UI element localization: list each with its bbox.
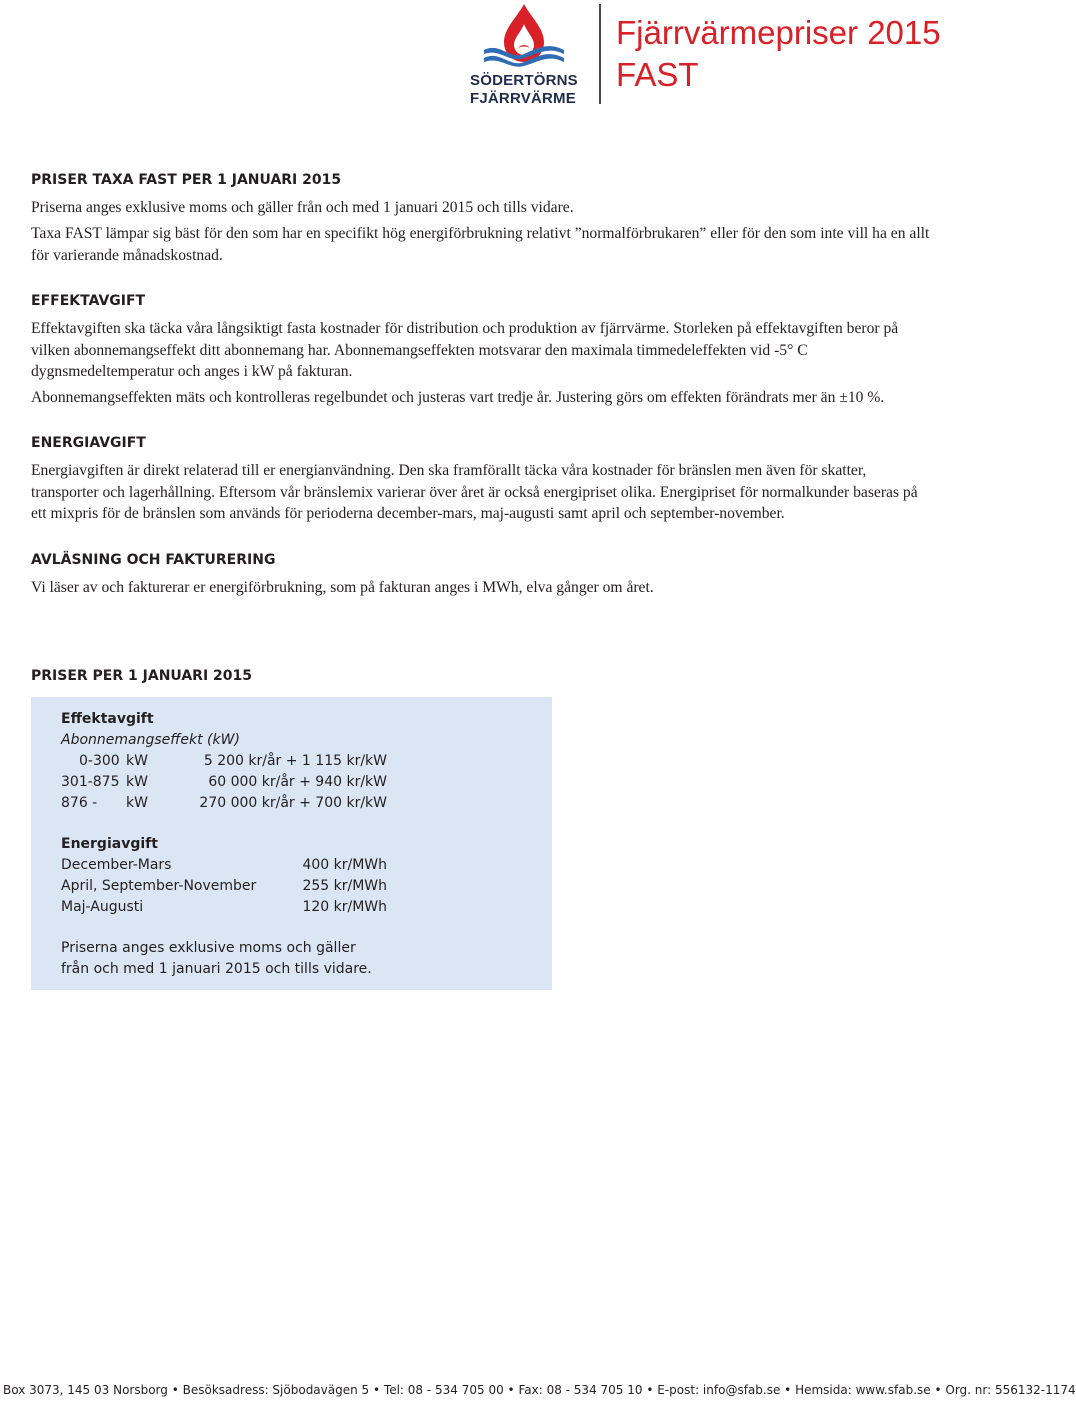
footer-org-number: Org. nr: 556132-1174: [945, 1383, 1076, 1397]
effekt-unit: kW: [126, 795, 148, 811]
effektavgift-paragraph-1: Effektavgiften ska täcka våra långsiktigt fasta kostnader för distribution och produktion av fjärrvärme. Storleken på effektavgiften beror på vilken abonnemangseffekt ditt abonnemang har. Abonnemangseffekten motsvarar den maximala timmedeleffekten vid -5° C dygnsmedeltemperatur och anges i kW på fakturan.: [31, 320, 899, 380]
avlasning-paragraph: Vi läser av och fakturerar er energiförbrukning, som på fakturan anges i MWh, elva gånger om året.: [31, 579, 654, 596]
effekt-range: 301-875: [61, 774, 120, 790]
effektavgift-heading: EFFEKTAVGIFT: [31, 293, 146, 309]
energi-period: Maj-Augusti: [61, 899, 144, 915]
effekt-price: 5 200 kr/år + 1 115 kr/kW: [203, 753, 387, 769]
energi-row: [61, 876, 391, 897]
energiavgift-paragraph: Energiavgiften är direkt relaterad till er energianvändning. Den ska framförallt täcka våra kostnader för bränslen men även för skatter, transporter och lagerhållning. Eftersom vår bränslemix varierar över året är också energipriset olika. Energipriset för normalkunder baseras på ett mixpris för de bränslen som används för perioderna december-mars, maj-augusti samt april och september-november.: [31, 462, 918, 522]
bullet-icon: •: [646, 1383, 658, 1397]
avlasning-heading: AVLÄSNING OCH FAKTURERING: [31, 552, 276, 568]
energi-row: [61, 855, 391, 876]
effekt-price: 270 000 kr/år + 700 kr/kW: [199, 795, 387, 811]
logo-name-line1: SÖDERTÖRNS: [470, 72, 578, 89]
footer-visit-address: Besöksadress: Sjöbodavägen 5: [182, 1383, 370, 1397]
energi-price: 400 kr/MWh: [302, 857, 387, 873]
energi-title: Energiavgift: [61, 836, 158, 852]
effekt-unit: kW: [126, 774, 148, 790]
effekt-subtitle: Abonnemangseffekt (kW): [61, 732, 240, 748]
bullet-icon: •: [507, 1383, 519, 1397]
effekt-row: [61, 793, 391, 814]
intro-paragraph-2: Taxa FAST lämpar sig bäst för den som har en specifikt hög energiförbrukning relativt ”normalförbrukaren” eller för den som inte vill ha en allt för varierande månadskostnad.: [31, 225, 930, 264]
bullet-icon: •: [171, 1383, 183, 1397]
energi-period: December-Mars: [61, 857, 172, 873]
footer-email[interactable]: E-post: info@sfab.se: [657, 1383, 781, 1397]
document-title: [616, 12, 941, 96]
effekt-title: Effektavgift: [61, 711, 154, 727]
logo-name-line2: FJÄRRVÄRME: [470, 90, 576, 107]
price-note-line2: från och med 1 januari 2015 och tills vidare.: [61, 961, 372, 977]
document-title-line2: FAST: [616, 56, 699, 93]
effekt-price: 60 000 kr/år + 940 kr/kW: [208, 774, 387, 790]
footer-website[interactable]: Hemsida: www.sfab.se: [795, 1383, 931, 1397]
footer-phone: Tel: 08 - 534 705 00: [383, 1383, 504, 1397]
company-logo: [470, 2, 602, 110]
price-box: [31, 697, 552, 990]
effekt-range: 0-300: [79, 753, 120, 769]
footer-fax: Fax: 08 - 534 705 10: [518, 1383, 643, 1397]
effektavgift-paragraph-2: Abonnemangseffekten mäts och kontrolleras regelbundet och justeras vart tredje år. Justering görs om effekten förändrats mer än ±10 %.: [31, 389, 885, 406]
intro-heading: PRISER TAXA FAST PER 1 JANUARI 2015: [31, 172, 342, 188]
header-divider: [599, 4, 601, 104]
energiavgift-heading: ENERGIAVGIFT: [31, 435, 146, 451]
energi-period: April, September-November: [61, 878, 257, 894]
effekt-row: [61, 772, 391, 793]
intro-paragraph-1: Priserna anges exklusive moms och gäller från och med 1 januari 2015 och tills vidare.: [31, 199, 574, 216]
price-note-line1: Priserna anges exklusive moms och gäller: [61, 940, 356, 956]
effekt-row: [61, 751, 391, 772]
bullet-icon: •: [934, 1383, 946, 1397]
energi-price: 255 kr/MWh: [302, 878, 387, 894]
document-title-line1: Fjärrvärmepriser 2015: [616, 14, 941, 51]
effekt-range: 876 -: [61, 795, 98, 811]
energi-row: [61, 897, 391, 918]
flame-drop-icon: [480, 2, 568, 68]
footer: [3, 1383, 1076, 1397]
energi-price: 120 kr/MWh: [302, 899, 387, 915]
prices-heading: PRISER PER 1 JANUARI 2015: [31, 668, 253, 684]
footer-address: Box 3073, 145 03 Norsborg: [3, 1383, 168, 1397]
effekt-unit: kW: [126, 753, 148, 769]
bullet-icon: •: [784, 1383, 796, 1397]
bullet-icon: •: [373, 1383, 384, 1397]
